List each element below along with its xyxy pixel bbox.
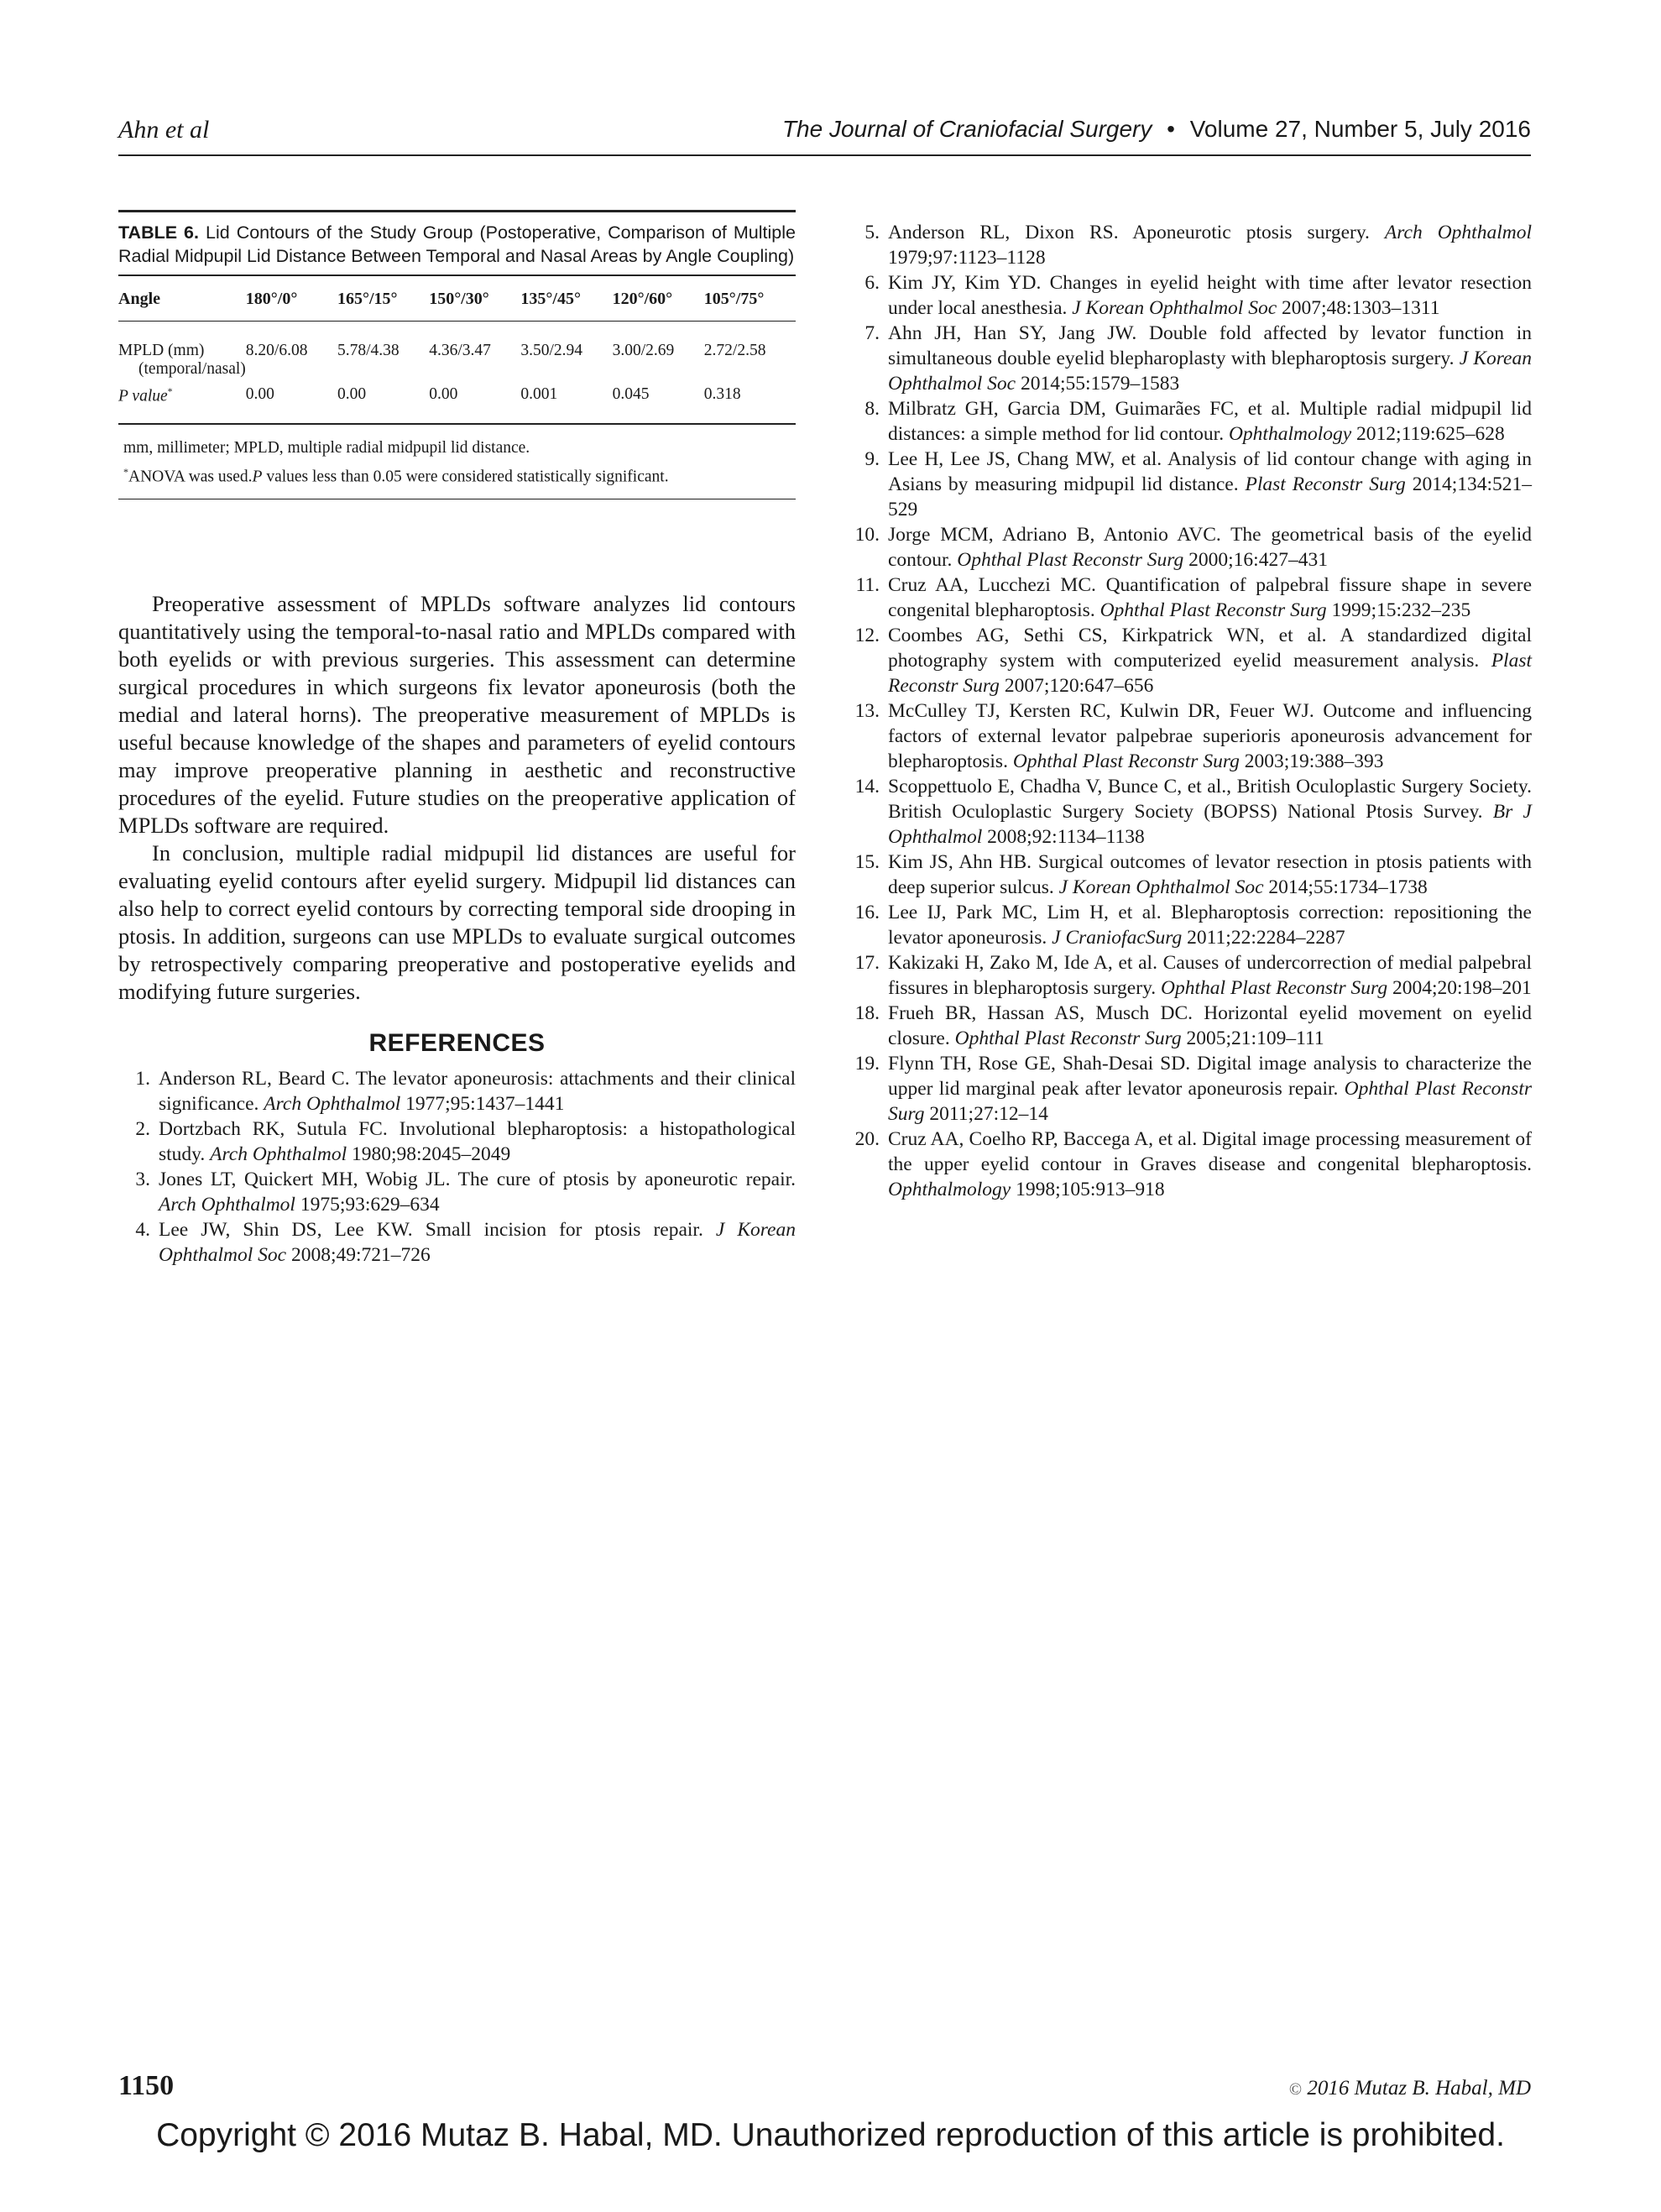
footer-copyright <box>1289 2077 1531 2100</box>
table-footnotes <box>118 425 796 500</box>
reference-journal: J Korean Ophthalmol Soc <box>888 348 1532 395</box>
reference-item <box>118 1116 796 1167</box>
right-column <box>848 220 1532 1202</box>
reference-citation: 1998;105:913–918 <box>1011 1179 1165 1200</box>
table-cell: 0.00 <box>337 385 367 403</box>
reference-journal: Br J Ophthalmol <box>888 801 1532 848</box>
reference-citation: 2000;16:427–431 <box>1183 549 1328 571</box>
reference-number: 1. <box>135 1068 150 1090</box>
row-label <box>118 322 246 383</box>
reference-item <box>118 1167 796 1217</box>
table-cell: 4.36/3.47 <box>429 342 491 359</box>
reference-text: Cruz AA, Lucchezi MC. Quantification of palpebral fissure shape in severe congenital blepharoptosis. <box>888 574 1532 621</box>
journal-issue: Volume 27, Number 5, July 2016 <box>1189 116 1531 142</box>
reference-citation: 2003;19:388–393 <box>1239 750 1384 772</box>
reference-item <box>848 396 1532 447</box>
copyright-holder: 2016 Mutaz B. Habal, MD <box>1307 2077 1531 2100</box>
page-number: 1150 <box>118 2070 175 2101</box>
reference-item <box>848 774 1532 850</box>
reference-journal: Ophthal Plast Reconstr Surg <box>1161 977 1388 999</box>
reference-item <box>848 321 1532 396</box>
reference-item <box>848 1001 1532 1051</box>
column-header: 180°/0° <box>245 290 298 308</box>
reference-citation: 2012;119:625–628 <box>1351 423 1505 445</box>
table-label: TABLE 6. <box>118 222 199 243</box>
table-6 <box>118 210 796 499</box>
reference-item <box>848 950 1532 1001</box>
reference-text: Coombes AG, Sethi CS, Kirkpatrick WN, et al. A standardized digital photography system with computerized eyelid measurement analysis. <box>888 625 1532 672</box>
column-header: 120°/60° <box>612 290 673 308</box>
column-header: Angle <box>118 290 160 308</box>
reference-journal: J Korean Ophthalmol Soc <box>1072 297 1277 319</box>
reference-number: 11. <box>855 574 880 596</box>
paragraph: In conclusion, multiple radial midpupil lid distances are useful for evaluating eyelid contours after eyelid surgery. Midpupil lid distances can also help to correct eyelid contours by correcting temporal side drooping in ptosis. In addition, surgeons can use MPLDs to evaluate surgical outcomes by retrospectively comparing preoperative and postoperative eyelids and modifying future surgeries. <box>118 840 796 1004</box>
data-table <box>118 275 796 425</box>
reference-item <box>848 850 1532 900</box>
reference-number: 17. <box>854 952 880 974</box>
reference-citation: 2004;20:198–201 <box>1387 977 1532 999</box>
reference-item <box>118 1217 796 1268</box>
reference-journal: Ophthal Plast Reconstr Surg <box>1099 599 1327 621</box>
body-text <box>118 590 796 1006</box>
reference-number: 10. <box>854 524 880 546</box>
reference-text: Flynn TH, Rose GE, Shah-Desai SD. Digital image analysis to characterize the upper lid marginal peak after levator aponeurosis repair. <box>888 1053 1532 1100</box>
reference-number: 8. <box>864 398 880 420</box>
reference-text: Scoppettuolo E, Chadha V, Bunce C, et al., British Oculoplastic Surgery Society. British Oculoplastic Surgery Society (BOPSS) National Ptosis Survey. <box>888 776 1532 823</box>
reference-number: 4. <box>135 1219 150 1241</box>
reference-journal: Ophthal Plast Reconstr Surg <box>957 549 1184 571</box>
table-cell: 0.00 <box>429 385 458 403</box>
table-cell: 8.20/6.08 <box>245 342 308 359</box>
table-cell: 3.50/2.94 <box>520 342 583 359</box>
header-separator: • <box>1167 116 1175 142</box>
row-label-text: P value <box>118 387 168 405</box>
reference-citation: 2007;48:1303–1311 <box>1277 297 1440 319</box>
reference-citation: 1979;97:1123–1128 <box>888 247 1046 269</box>
reference-citation: 2007;120:647–656 <box>999 675 1154 697</box>
reference-text: Kim JS, Ahn HB. Surgical outcomes of levator resection in ptosis patients with deep superior sulcus. <box>888 851 1532 898</box>
reference-number: 2. <box>135 1118 150 1140</box>
reference-journal: Arch Ophthalmol <box>1384 222 1532 243</box>
reference-item <box>848 623 1532 698</box>
reference-text: Jorge MCM, Adriano B, Antonio AVC. The geometrical basis of the eyelid contour. <box>888 524 1532 571</box>
reference-number: 14. <box>854 776 880 797</box>
reference-journal: Plast Reconstr Surg <box>888 650 1532 697</box>
reference-citation: 1977;95:1437–1441 <box>400 1093 565 1115</box>
reference-number: 16. <box>854 902 880 923</box>
reference-number: 12. <box>854 625 880 646</box>
column-header: 105°/75° <box>703 290 765 308</box>
reference-journal: Plast Reconstr Surg <box>1245 473 1406 495</box>
reference-item <box>848 220 1532 270</box>
reference-text: Cruz AA, Coelho RP, Baccega A, et al. Digital image processing measurement of the upper eyelid contour in Graves disease and congenital blepharoptosis. <box>888 1128 1532 1175</box>
footnote-mark: * <box>167 385 173 397</box>
table-caption <box>118 221 796 268</box>
column-header: 165°/15° <box>337 290 398 308</box>
footnote-text: ANOVA was used. <box>128 468 253 485</box>
table-cell: 0.00 <box>245 385 274 403</box>
reference-item <box>118 1066 796 1116</box>
reference-item <box>848 447 1532 522</box>
reference-text: Kim JY, Kim YD. Changes in eyelid height with time after levator resection under local anesthesia. <box>888 272 1532 319</box>
journal-title: The Journal of Craniofacial Surgery <box>781 116 1152 142</box>
reference-number: 9. <box>864 448 880 470</box>
reference-item <box>848 270 1532 321</box>
reference-item <box>848 1127 1532 1202</box>
reference-citation: 1999;15:232–235 <box>1326 599 1471 621</box>
reference-journal: Arch Ophthalmol <box>159 1194 295 1216</box>
reference-citation: 2014;55:1579–1583 <box>1016 373 1180 395</box>
row-label-text: MPLD (mm) <box>118 342 205 359</box>
table-header-row <box>118 275 796 322</box>
reference-text: Lee IJ, Park MC, Lim H, et al. Blepharoptosis correction: repositioning the levator aponeurosis. <box>888 902 1532 949</box>
reference-text: McCulley TJ, Kersten RC, Kulwin DR, Feuer WJ. Outcome and influencing factors of external levator palpebrae superioris aponeurosis advancement for blepharoptosis. <box>888 700 1532 772</box>
paragraph: Preoperative assessment of MPLDs software analyzes lid contours quantitatively using the temporal-to-nasal ratio and MPLDs compared with both eyelids or with previous surgeries. This assessment can determine surgical procedures in which surgeons fix levator aponeurosis (both the medial and lateral horns). The preoperative measurement of MPLDs is useful because knowledge of the shapes and parameters of eyelid contours may improve preoperative planning in aesthetic and reconstructive procedures of the eyelid. Future studies on the preoperative application of MPLDs software are required. <box>118 591 796 838</box>
reference-number: 18. <box>854 1002 880 1024</box>
table-cell: 3.00/2.69 <box>612 342 675 359</box>
reference-citation: 2011;22:2284–2287 <box>1182 927 1345 949</box>
column-header: 135°/45° <box>520 290 581 308</box>
reference-journal: J Korean Ophthalmol Soc <box>1058 876 1264 898</box>
table-cell: 0.318 <box>703 385 741 403</box>
table-row <box>118 382 796 424</box>
reference-citation: 2005;21:109–111 <box>1181 1028 1324 1049</box>
reference-citation: 2014;55:1734–1738 <box>1263 876 1428 898</box>
table-footnote <box>118 460 796 489</box>
reference-journal: Arch Ophthalmol <box>264 1093 401 1115</box>
running-header <box>118 116 1531 156</box>
reference-text: Frueh BR, Hassan AS, Musch DC. Horizontal eyelid movement on eyelid closure. <box>888 1002 1532 1049</box>
references-heading: REFERENCES <box>368 1029 546 1057</box>
left-column <box>118 210 796 1268</box>
copyright-notice: Copyright © 2016 Mutaz B. Habal, MD. Unauthorized reproduction of this article is prohibited. <box>156 2117 1505 2153</box>
table-caption-text: Lid Contours of the Study Group (Postoperative, Comparison of Multiple Radial Midpupil Lid Distance Between Temporal and Nasal Areas by Angle Coupling) <box>118 222 796 266</box>
row-label <box>118 382 246 424</box>
reference-citation: 2008;49:721–726 <box>286 1244 431 1266</box>
reference-journal: J CraniofacSurg <box>1052 927 1183 949</box>
reference-number: 7. <box>864 322 880 344</box>
reference-text: Anderson RL, Beard C. The levator aponeurosis: attachments and their clinical significance. <box>159 1068 796 1115</box>
table-cell: 0.001 <box>520 385 558 403</box>
row-sublabel: (temporal/nasal) <box>138 360 246 378</box>
running-author: Ahn et al <box>118 116 210 144</box>
footnote-text: values less than 0.05 were considered statistically significant. <box>262 468 669 485</box>
reference-number: 20. <box>854 1128 880 1150</box>
reference-item <box>848 900 1532 950</box>
reference-text: Anderson RL, Dixon RS. Aponeurotic ptosis surgery. <box>888 222 1385 243</box>
references-list-left <box>118 1066 796 1268</box>
reference-citation: 1980;98:2045–2049 <box>347 1143 511 1165</box>
reference-journal: Ophthalmology <box>1228 423 1352 445</box>
table-row <box>118 322 796 383</box>
reference-item <box>848 1051 1532 1127</box>
reference-text: Lee JW, Shin DS, Lee KW. Small incision for ptosis repair. <box>159 1219 716 1241</box>
reference-number: 13. <box>854 700 880 722</box>
reference-text: Kakizaki H, Zako M, Ide A, et al. Causes of undercorrection of medial palpebral fissures in blepharoptosis surgery. <box>888 952 1532 999</box>
copyright-symbol: © <box>1288 2080 1303 2099</box>
reference-text: Lee H, Lee JS, Chang MW, et al. Analysis of lid contour change with aging in Asians by measuring midpupil lid distance. <box>888 448 1532 495</box>
running-journal <box>782 116 1531 143</box>
reference-text: Ahn JH, Han SY, Jang JW. Double fold affected by levator function in simultaneous double eyelid blepharoplasty with blepharoptosis surgery. <box>888 322 1532 369</box>
reference-number: 6. <box>864 272 880 294</box>
reference-citation: 2014;134:521–529 <box>888 473 1533 520</box>
footnote-p: P <box>252 468 263 485</box>
reference-item <box>848 522 1532 573</box>
reference-number: 19. <box>854 1053 880 1075</box>
reference-item <box>848 698 1532 774</box>
column-header: 150°/30° <box>429 290 489 308</box>
reference-number: 5. <box>864 222 880 243</box>
reference-number: 15. <box>854 851 880 873</box>
reference-journal: Ophthalmology <box>888 1179 1011 1200</box>
references-list-right <box>848 220 1532 1202</box>
table-footnote: mm, millimeter; MPLD, multiple radial midpupil lid distance. <box>123 438 530 457</box>
reference-citation: 1975;93:629–634 <box>295 1194 440 1216</box>
reference-item <box>848 573 1532 623</box>
reference-citation: 2008;92:1134–1138 <box>982 826 1145 848</box>
table-cell: 2.72/2.58 <box>703 342 766 359</box>
reference-citation: 2011;27:12–14 <box>924 1103 1048 1125</box>
reference-journal: Ophthal Plast Reconstr Surg <box>1012 750 1240 772</box>
reference-text: Milbratz GH, Garcia DM, Guimarães FC, et al. Multiple radial midpupil lid distances: a simple method for lid contour. <box>888 398 1532 445</box>
reference-journal: J Korean Ophthalmol Soc <box>159 1219 796 1266</box>
reference-text: Dortzbach RK, Sutula FC. Involutional blepharoptosis: a histopathological study. <box>159 1118 796 1165</box>
table-cell: 0.045 <box>612 385 650 403</box>
reference-journal: Arch Ophthalmol <box>210 1143 347 1165</box>
reference-number: 3. <box>135 1169 150 1190</box>
reference-text: Jones LT, Quickert MH, Wobig JL. The cure of ptosis by aponeurotic repair. <box>159 1169 796 1190</box>
reference-journal: Ophthal Plast Reconstr Surg <box>954 1028 1182 1049</box>
reference-journal: Ophthal Plast Reconstr Surg <box>888 1078 1533 1125</box>
table-cell: 5.78/4.38 <box>337 342 400 359</box>
footnote-mark: * <box>123 465 128 478</box>
